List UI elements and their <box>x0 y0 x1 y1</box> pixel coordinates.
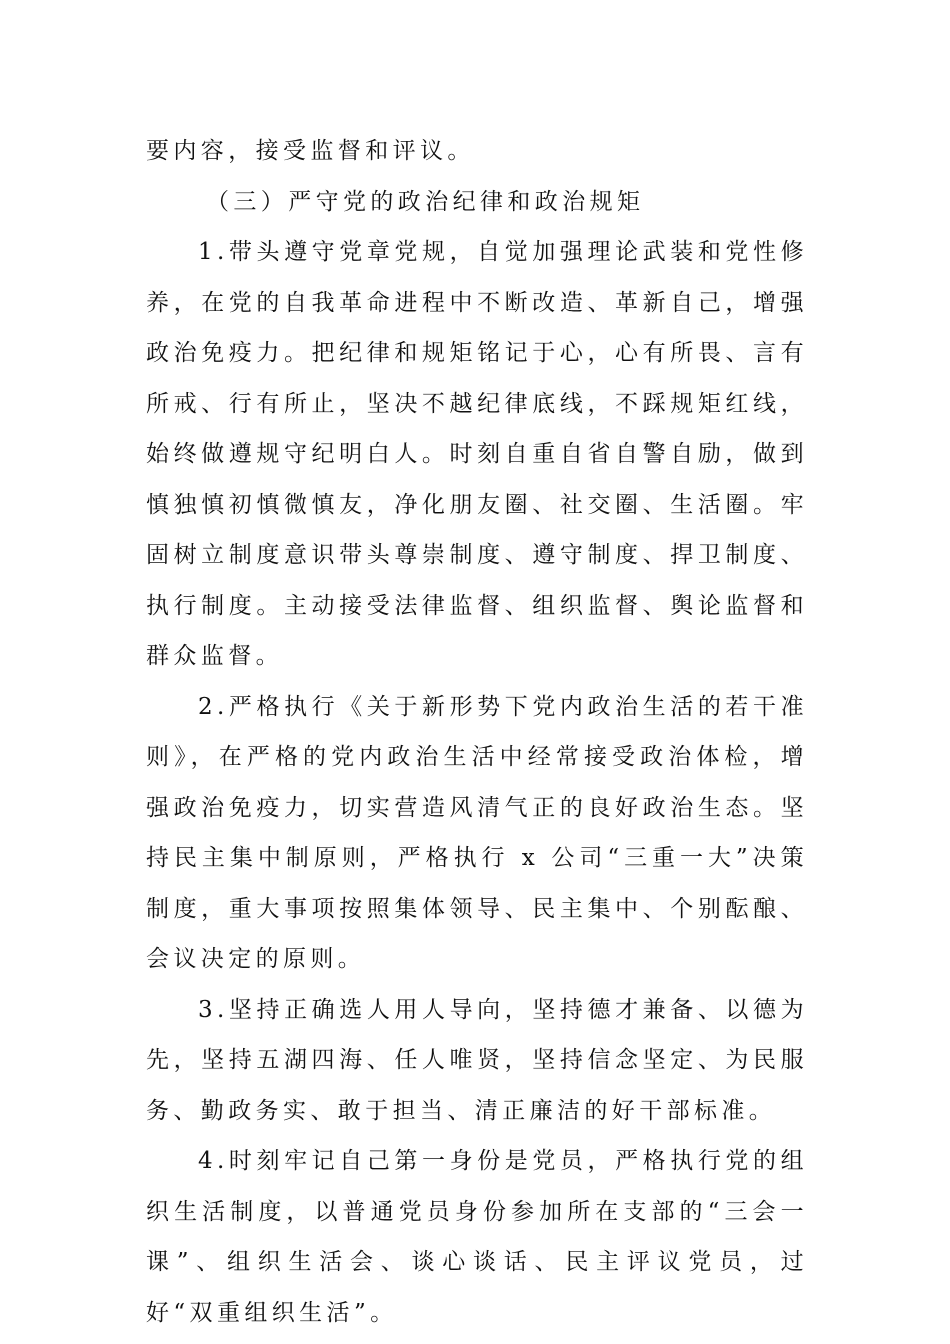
paragraph-item-1: 1.带头遵守党章党规，自觉加强理论武装和党性修养，在党的自我革命进程中不断改造、革新自己，增强政治免疫力。把纪律和规矩铭记于心，心有所畏、言有所戒、行有所止，坚决不越纪律底线，不踩规矩红线，始终做遵规守纪明白人。时刻自重自省自警自励，做到慎独慎初慎微慎友，净化朋友圈、社交圈、生活圈。牢固树立制度意识带头尊崇制度、遵守制度、捍卫制度、执行制度。主动接受法律监督、组织监督、舆论监督和群众监督。 <box>146 239 808 669</box>
paragraph-item-3: 3.坚持正确选人用人导向，坚持德才兼备、以德为先，坚持五湖四海、任人唯贤，坚持信念坚定、为民服务、勤政务实、敢于担当、清正廉洁的好干部标准。 <box>146 996 808 1124</box>
document-body <box>146 126 808 1338</box>
paragraph-item-2: 2.严格执行《关于新形势下党内政治生活的若干准则》，在严格的党内政治生活中经常接受政治体检，增强政治免疫力，切实营造风清气正的良好政治生态。坚持民主集中制原则，严格执行 x 公司“三重一大”决策制度，重大事项按照集体领导、民主集中、个别酝酿、会议决定的原则。 <box>146 693 808 972</box>
section-heading: （三）严守党的政治纪律和政治规矩 <box>206 188 645 215</box>
paragraph-item-4: 4.时刻牢记自己第一身份是党员，严格执行党的组织生活制度，以普通党员身份参加所在支部的“三会一课”、组织生活会、谈心谈话、民主评议党员，过好“双重组织生活”。 <box>146 1148 808 1326</box>
paragraph-continuation: 要内容，接受监督和评议。 <box>146 138 475 164</box>
